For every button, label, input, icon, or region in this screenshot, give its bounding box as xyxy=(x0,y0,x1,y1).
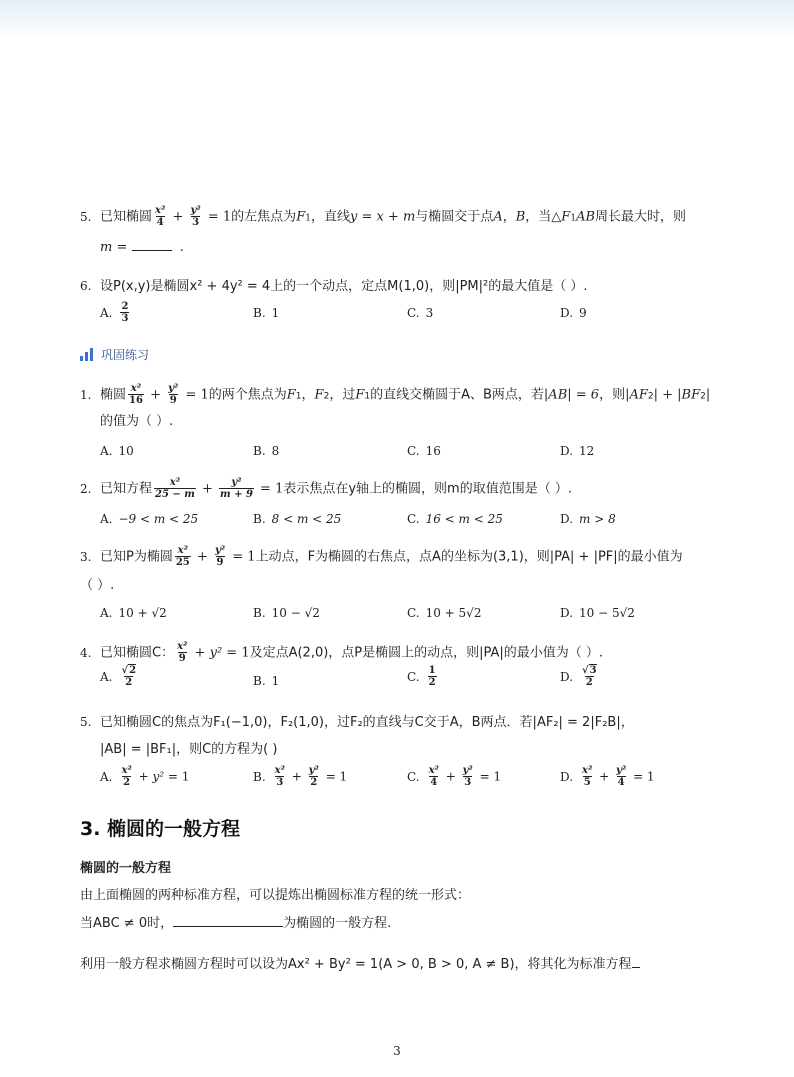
section-label: 巩固练习 xyxy=(101,348,150,362)
p1-text: 椭圆 xyxy=(100,387,127,403)
option-d[interactable]: D. $\frac{√3}{2}$ xyxy=(560,665,597,688)
option-c-value: 16 xyxy=(425,444,441,458)
option-c[interactable]: C. $\frac{1}{2}$ xyxy=(407,665,436,688)
option-b[interactable]: B. 8 xyxy=(253,444,280,458)
p1-text: A、B两点，若 xyxy=(461,387,544,403)
option-a[interactable]: A. $\frac{2}{3}$ xyxy=(100,301,129,324)
question-6 xyxy=(80,276,720,297)
option-b[interactable]: B. 8 < m < 25 xyxy=(253,512,342,526)
q5-text: 与椭圆交于点 xyxy=(415,209,494,225)
p2-lead: 当ABC ≠ 0时， xyxy=(80,916,174,931)
question-number: 4. xyxy=(80,645,92,660)
fraction: $\frac{\text{x²}}{4}$ xyxy=(155,205,166,228)
q5-text: 已知椭圆 xyxy=(100,209,153,225)
p3-text: 已知P为椭圆 xyxy=(100,549,173,565)
answer-blank[interactable] xyxy=(173,914,283,927)
p2-options xyxy=(100,512,720,536)
practice-4: 4. 已知椭圆C： $\frac{\text{x²}}{9}$ + y² = 1及定点A(2,0)，点P是椭圆上的动点，则|PA|的最小值为（ ）. xyxy=(80,641,604,664)
question-number: 1. xyxy=(80,387,92,402)
option-b[interactable]: B. 1 xyxy=(253,674,280,688)
q5-text: 周长最大时，则 xyxy=(595,209,687,225)
option-b-value: 8 xyxy=(271,444,280,458)
option-b-value: 1 xyxy=(271,674,280,688)
question-number: 6. xyxy=(80,279,92,293)
p3-options xyxy=(100,606,720,630)
practice-5-line2 xyxy=(100,740,740,760)
q6-text: 设P(x,y)是椭圆x² + 4y² = 4上的一个动点，定点M(1,0)，则|PM|²的最大值是（ ）. xyxy=(100,279,588,294)
p4-text: 及定点A(2,0)，点P是椭圆上的动点，则|PA|的最小值为（ ）. xyxy=(249,645,604,661)
p3-line2: （ ）. xyxy=(80,578,115,593)
question-number: 5. xyxy=(80,715,92,729)
option-c[interactable]: C. 16 < m < 25 xyxy=(407,512,503,526)
option-a[interactable]: A. $\frac{√2}{2}$ xyxy=(100,665,137,688)
subsection-title: 椭圆的一般方程 xyxy=(80,861,172,876)
paragraph-3 xyxy=(80,953,720,972)
option-d[interactable]: D. 12 xyxy=(560,444,595,458)
section-heading xyxy=(80,346,149,363)
question-5-line2 xyxy=(100,238,740,258)
option-a-value: 10 + √2 xyxy=(118,606,167,620)
option-c[interactable]: C. 16 xyxy=(407,444,441,458)
option-d-value: 10 − 5√2 xyxy=(579,606,635,620)
p5-line2: |AB| = |BF₁|，则C的方程为( ) xyxy=(100,742,278,757)
bar-chart-icon xyxy=(80,349,93,361)
practice-3: 3. 已知P为椭圆 $\frac{\text{x²}}{25}$ + $\frac{\text{y²}}{9}$ = 1上动点，F为椭圆的右焦点，点A的坐标为(3,1)，则|PA| + |PF|的最小值为 xyxy=(80,545,683,568)
option-d-value: 12 xyxy=(579,444,595,458)
option-b-value: 1 xyxy=(271,306,280,320)
option-b[interactable]: B. 10 − √2 xyxy=(253,606,320,620)
p1-line2: 的值为（ ）. xyxy=(100,414,174,429)
p2-text: 已知方程 xyxy=(100,481,153,497)
option-d[interactable]: D. 10 − 5√2 xyxy=(560,606,635,620)
p1-text: 的两个焦点为 xyxy=(208,387,287,403)
p2-text: 表示焦点在y轴上的椭圆，则m的取值范围是（ ）. xyxy=(283,481,572,497)
question-number: 2. xyxy=(80,481,92,496)
q6-options xyxy=(100,302,720,326)
page-number: 3 xyxy=(393,1044,401,1058)
option-d[interactable]: D. $\frac{\text{x²}}{5}$ + $\frac{\text{y²}}{4}$ = 1 xyxy=(560,765,655,788)
option-b[interactable]: B. 1 xyxy=(253,306,280,320)
q5-text: ，直线 xyxy=(310,209,350,225)
option-a[interactable]: A. $\frac{\text{x²}}{2}$ + y² = 1 xyxy=(100,765,190,788)
practice-5 xyxy=(80,712,720,733)
option-b[interactable]: B. $\frac{\text{x²}}{3}$ + $\frac{\text{y²}}{2}$ = 1 xyxy=(253,765,348,788)
p1-text: ，过 xyxy=(329,387,356,403)
option-a-value: 10 xyxy=(118,444,134,458)
option-a[interactable]: A. 10 + √2 xyxy=(100,606,167,620)
p1-text: ，则 xyxy=(599,387,626,403)
option-c-value: 10 + 5√2 xyxy=(425,606,482,620)
option-c[interactable]: C. 10 + 5√2 xyxy=(407,606,482,620)
answer-blank[interactable] xyxy=(132,238,172,251)
question-5: 5. 已知椭圆 $\frac{\text{x²}}{4}$ + $\frac{\text{y²}}{3}$ = 1的左焦点为F1，直线y = x + m与椭圆交于点A，B，当△F1AB周长最大时，则 xyxy=(80,205,687,228)
fraction: $\frac{\text{y²}}{3}$ xyxy=(190,205,201,228)
page-header-band xyxy=(0,0,794,40)
question-number: 5. xyxy=(80,209,92,224)
p3-text: 利用一般方程求椭圆方程时可以设为Ax² + By² = 1(A > 0, B > 0, A ≠ B)，将其化为标准方程 xyxy=(80,957,632,972)
p5-options xyxy=(100,766,720,790)
option-c[interactable]: C. 3 xyxy=(407,306,434,320)
option-a-value: −9 < m < 25 xyxy=(118,512,199,526)
option-b-value: 8 < m < 25 xyxy=(271,512,342,526)
answer-blank[interactable] xyxy=(632,955,640,968)
option-c-value: 16 < m < 25 xyxy=(425,512,503,526)
question-number: 3. xyxy=(80,549,92,564)
option-b-value: 10 − √2 xyxy=(271,606,320,620)
q5-text: ，当 xyxy=(525,209,552,225)
p2-tail: 为椭圆的一般方程. xyxy=(283,916,392,931)
option-d[interactable]: D. m > 8 xyxy=(560,512,616,526)
option-a[interactable]: A. 10 xyxy=(100,444,134,458)
option-d-value: 9 xyxy=(579,306,587,320)
practice-3-line2 xyxy=(80,576,720,596)
paragraph-1: 由上面椭圆的两种标准方程，可以提炼出椭圆标准方程的统一形式： xyxy=(80,888,471,903)
option-d-value: m > 8 xyxy=(579,512,616,526)
practice-2: 2. 已知方程 $\frac{\text{x²}}{25 - m}$ + $\frac{\text{y²}}{m + 9}$ = 1表示焦点在y轴上的椭圆，则m的取值范围是（ ）. xyxy=(80,477,572,500)
p5-line1: 已知椭圆C的焦点为F₁(−1,0)，F₂(1,0)，过F₂的直线与C交于A，B两点．若|AF₂| = 2|F₂B|， xyxy=(100,715,634,730)
paragraph-2 xyxy=(80,912,720,931)
p4-text: 已知椭圆C： xyxy=(100,645,175,661)
p1-text: 的直线交椭圆于 xyxy=(370,387,462,403)
option-c-value: 3 xyxy=(425,306,434,320)
q5-answer-label: m = xyxy=(100,240,128,255)
p1-options xyxy=(100,444,720,468)
practice-1: 1. 椭圆 $\frac{\text{x²}}{16}$ + $\frac{\text{y²}}{9}$ = 1的两个焦点为F1，F2，过F1的直线交椭圆于A、B两点，若|AB| = 6，则|AF2| + |BF2| xyxy=(80,383,711,406)
p4-options xyxy=(100,666,720,690)
q5-period: . xyxy=(179,240,184,255)
option-c[interactable]: C. $\frac{\text{x²}}{4}$ + $\frac{\text{y²}}{3}$ = 1 xyxy=(407,765,502,788)
option-d[interactable]: D. 9 xyxy=(560,306,587,320)
q5-text: 的左焦点为 xyxy=(231,209,297,225)
practice-1-line2 xyxy=(100,412,740,432)
section-title: 3. 椭圆的一般方程 xyxy=(80,818,241,840)
option-a[interactable]: A. −9 < m < 25 xyxy=(100,512,199,526)
p3-text: 上动点，F为椭圆的右焦点，点A的坐标为(3,1)，则|PA| + |PF|的最小值为 xyxy=(255,549,683,565)
